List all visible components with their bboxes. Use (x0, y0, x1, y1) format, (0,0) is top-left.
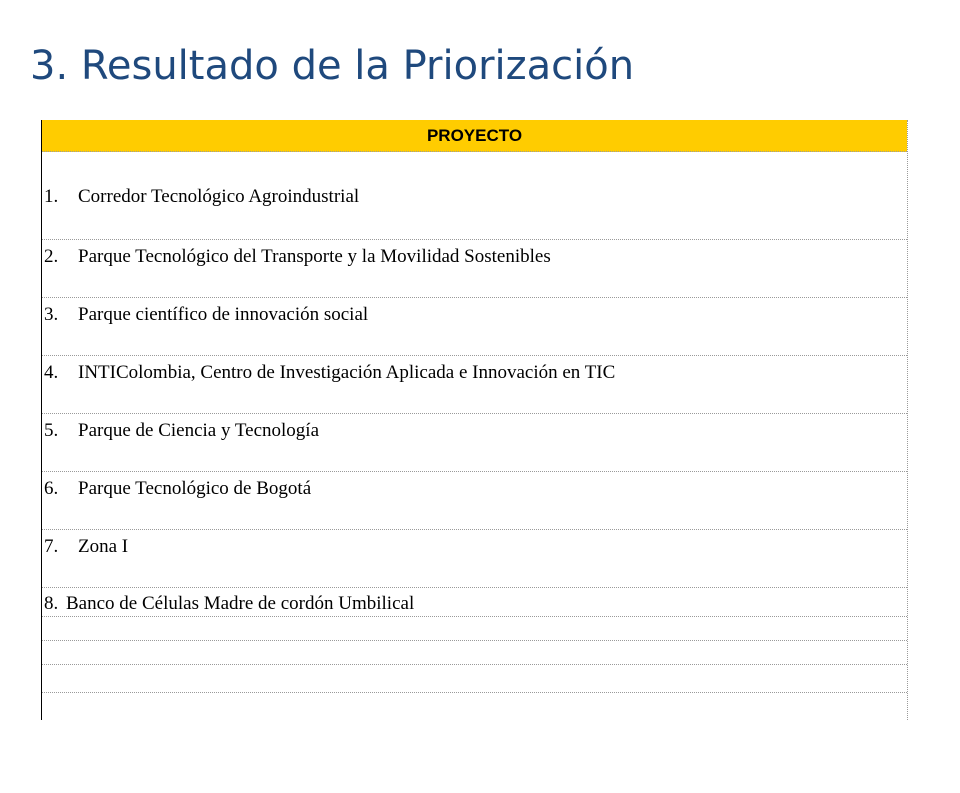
row-label: Banco de Células Madre de cordón Umbilical (66, 593, 415, 614)
row-text (44, 478, 311, 500)
row-number: 8. (44, 593, 59, 614)
row-number: 5. (44, 420, 59, 441)
slide-title: 3. Resultado de la Priorización (30, 43, 635, 89)
table-row (42, 588, 907, 617)
row-text (44, 420, 319, 442)
row-label: Corredor Tecnológico Agroindustrial (78, 186, 360, 207)
row-label: Zona I (78, 536, 129, 557)
row-text (44, 593, 414, 615)
empty-table-row (42, 693, 907, 793)
row-number: 4. (44, 362, 59, 383)
row-text (44, 304, 368, 326)
table-row (42, 298, 907, 356)
table-row (42, 240, 907, 298)
row-number: 1. (44, 186, 59, 207)
row-label: Parque científico de innovación social (78, 304, 369, 325)
table-header-proyecto: PROYECTO (42, 120, 907, 152)
row-label: INTIColombia, Centro de Investigación Aplicada e Innovación en TIC (78, 362, 616, 383)
row-label: Parque Tecnológico de Bogotá (78, 478, 312, 499)
row-text (44, 246, 551, 268)
table-row (42, 152, 907, 240)
empty-table-row (42, 641, 907, 665)
table-row (42, 530, 907, 588)
row-text (44, 536, 128, 558)
row-label: Parque Tecnológico del Transporte y la Movilidad Sostenibles (78, 246, 551, 267)
empty-table-row (42, 617, 907, 641)
row-number: 7. (44, 536, 59, 557)
row-number: 2. (44, 246, 59, 267)
row-text (44, 362, 615, 384)
empty-table-row (42, 665, 907, 693)
table-row (42, 414, 907, 472)
table-row (42, 356, 907, 414)
project-table (41, 120, 908, 720)
row-text (44, 186, 359, 208)
row-number: 3. (44, 304, 59, 325)
row-label: Parque de Ciencia y Tecnología (78, 420, 320, 441)
table-row (42, 472, 907, 530)
row-number: 6. (44, 478, 59, 499)
